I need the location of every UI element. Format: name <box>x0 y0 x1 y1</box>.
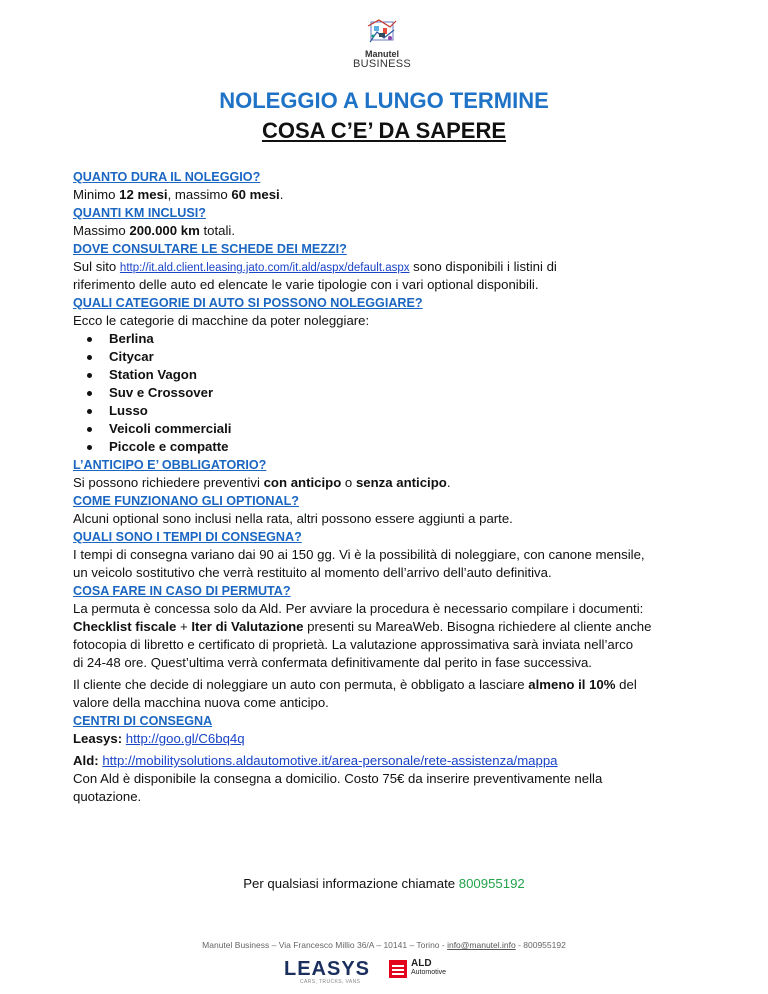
question-durata: QUANTO DURA IL NOLEGGIO? <box>73 170 261 184</box>
leasys-tagline: CARS, TRUCKS, VANS <box>300 979 361 985</box>
footer: Manutel Business – Via Francesco Millio 36/A – 10141 – Torino - info@manutel.info - 800955192 <box>202 940 566 950</box>
brand-logos <box>0 958 768 986</box>
bullet-icon <box>87 445 92 450</box>
list-item: Citycar <box>73 348 703 366</box>
logo-line2: BUSINESS <box>352 58 412 70</box>
leasys-link[interactable]: http://goo.gl/C6bq4q <box>125 731 245 746</box>
ald-logo-text: ALD <box>411 958 432 969</box>
question-anticipo: L’ANTICIPO E’ OBBLIGATORIO? <box>73 458 267 472</box>
list-item: Suv e Crossover <box>73 384 703 402</box>
list-item: Piccole e compatte <box>73 438 703 456</box>
list-item: Berlina <box>73 330 703 348</box>
answer-consegna-line2: un veicolo sostitutivo che verrà restituito al momento dell’arrivo dell’auto definitiva. <box>73 565 552 580</box>
answer-schede-line2: riferimento delle auto ed elencate le varie tipologie con i vari optional disponibili. <box>73 277 539 292</box>
manutel-logo <box>350 18 414 70</box>
leasys-center: Leasys: http://goo.gl/C6bq4q <box>73 731 245 746</box>
question-optional: COME FUNZIONANO GLI OPTIONAL? <box>73 494 299 508</box>
question-consegna: QUALI SONO I TEMPI DI CONSEGNA? <box>73 530 302 544</box>
answer-schede-line1: Sul sito http://it.ald.client.leasing.jato.com/it.ald/aspx/default.aspx sono disponibili i listini di <box>73 259 557 274</box>
bullet-icon <box>87 427 92 432</box>
list-item: Veicoli commerciali <box>73 420 703 438</box>
phone-number[interactable]: 800955192 <box>458 876 525 891</box>
answer-permuta-line4: di 24-48 ore. Quest’ultima verrà confermata definitivamente dal perito in fase successiva. <box>73 655 592 670</box>
answer-centri-line1: Con Ald è disponibile la consegna a domicilio. Costo 75€ da inserire preventivamente nella <box>73 771 603 786</box>
answer-optional: Alcuni optional sono inclusi nella rata, altri possono essere aggiunti a parte. <box>73 511 513 526</box>
question-categorie: QUALI CATEGORIE DI AUTO SI POSSONO NOLEGGIARE? <box>73 296 423 310</box>
answer-durata: Minimo 12 mesi, massimo 60 mesi. <box>73 187 284 202</box>
question-km: QUANTI KM INCLUSI? <box>73 206 206 220</box>
ald-center: Ald: http://mobilitysolutions.aldautomotive.it/area-personale/rete-assistenza/mappa <box>73 753 558 768</box>
bullet-icon <box>87 409 92 414</box>
car-category-list <box>73 330 703 456</box>
answer-anticipo: Si possono richiedere preventivi con anticipo o senza anticipo. <box>73 475 451 490</box>
answer-km: Massimo 200.000 km totali. <box>73 223 236 238</box>
ald-logo-sub: Automotive <box>411 969 447 976</box>
contact-line: Per qualsiasi informazione chiamate 800955192 <box>243 876 525 891</box>
list-item: Station Vagon <box>73 366 703 384</box>
bullet-icon <box>87 373 92 378</box>
answer-permuta-line3: fotocopia di libretto e certificato di proprietà. La valutazione approssimativa sarà inviata nell’arco <box>73 637 634 652</box>
answer-permuta-line1: La permuta è concessa solo da Ald. Per avviare la procedura è necessario compilare i documenti: <box>73 601 644 616</box>
answer-permuta-line6: valore della macchina nuova come anticipo. <box>73 695 329 710</box>
footer-email[interactable]: info@manutel.info <box>447 940 516 950</box>
bullet-icon <box>87 355 92 360</box>
answer-categorie-intro: Ecco le categorie di macchine da poter noleggiare: <box>73 313 370 328</box>
answer-permuta-line2: Checklist fiscale + Iter di Valutazione presenti su MareaWeb. Bisogna richiedere al cliente anche <box>73 619 652 634</box>
question-schede: DOVE CONSULTARE LE SCHEDE DEI MEZZI? <box>73 242 347 256</box>
jato-link[interactable]: http://it.ald.client.leasing.jato.com/it.ald/aspx/default.aspx <box>119 262 410 274</box>
answer-permuta-line5: Il cliente che decide di noleggiare un auto con permuta, è obbligato a lasciare almeno il 10% del <box>73 677 637 692</box>
bullet-icon <box>87 337 92 342</box>
manutel-logo-icon <box>365 18 399 48</box>
faq-content <box>73 168 703 806</box>
bullet-icon <box>87 391 92 396</box>
question-centri: CENTRI DI CONSEGNA <box>73 714 213 728</box>
question-permuta: COSA FARE IN CASO DI PERMUTA? <box>73 584 291 598</box>
ald-logo-icon <box>389 960 407 978</box>
page-title: NOLEGGIO A LUNGO TERMINE <box>219 88 549 113</box>
list-item: Lusso <box>73 402 703 420</box>
ald-link[interactable]: http://mobilitysolutions.aldautomotive.it/area-personale/rete-assistenza/mappa <box>102 753 558 768</box>
leasys-logo: LEASYS <box>284 958 371 980</box>
page-subtitle: COSA C’E’ DA SAPERE <box>261 118 507 143</box>
logo-line1: Manutel <box>364 49 399 59</box>
answer-consegna-line1: I tempi di consegna variano dai 90 ai 150 gg. Vi è la possibilità di noleggiare, con canone mensile, <box>73 547 645 562</box>
answer-centri-line2: quotazione. <box>73 789 142 804</box>
